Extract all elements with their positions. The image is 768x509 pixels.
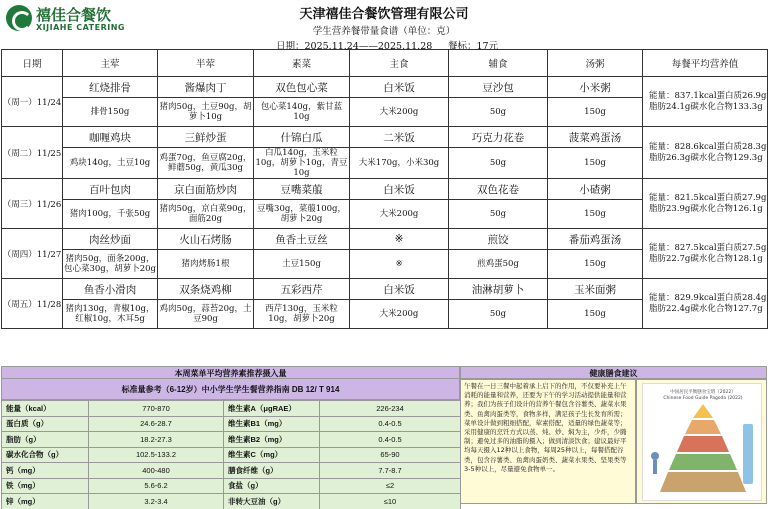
day-label: （周五）11/28 [2,279,63,329]
ingredients-staple: 大米200g [350,300,449,329]
standard-row [2,494,461,509]
ingredients-main-meat: 猪肉50g，面条200g，包心菜30g，胡萝卜20g [63,250,158,279]
menu-dish-row [2,127,768,148]
standard-reference-title: 标准量参考（6-12岁）中小学生学生餐营养指南 DB 12/ T 914 [1,379,460,400]
dish-staple: 白米饭 [350,279,449,300]
ingredients-main-meat: 鸡块140g，土豆10g [63,148,158,179]
day-label: （周四）11/27 [2,229,63,279]
ingredients-soup: 150g [548,148,643,179]
nutrition-value: 能量：828.6kcal蛋白质28.3g脂肪26.3g碳水化合物129.3g [643,127,768,179]
dish-staple: ※ [350,229,449,250]
standard-row [2,432,461,448]
nutrient-range: 102.5-133.2 [89,447,224,463]
dish-vegetable: 什锦白瓜 [254,127,350,148]
dish-staple: 白米饭 [350,179,449,200]
ingredients-main-meat: 猪肉130g，青椒10g，红椒10g，木耳5g [63,300,158,329]
menu-dish-row [2,77,768,98]
standard-row [2,478,461,494]
dish-soup: 菠菜鸡蛋汤 [548,127,643,148]
nutrient-standard-table [1,400,461,509]
dish-main-meat: 百叶包肉 [63,179,158,200]
ingredients-side: 50g [449,200,548,229]
ingredients-main-meat: 排骨150g [63,98,158,127]
nutrient-name: 铁（mg） [2,478,89,494]
header-half-meat: 半荤 [158,50,254,77]
dish-side: 双色花卷 [449,179,548,200]
dish-half-meat: 三鲜炒蛋 [158,127,254,148]
ingredients-half-meat: 鸡蛋70g，鱼豆腐20g，鲜蘑50g，黄瓜30g [158,148,254,179]
ingredients-vegetable: 土豆150g [254,250,350,279]
ingredients-main-meat: 猪肉100g，千张50g [63,200,158,229]
dish-side: 煎饺 [449,229,548,250]
nutrient-range: 18.2-27.3 [89,432,224,448]
dish-vegetable: 双色包心菜 [254,77,350,98]
header-soup: 汤粥 [548,50,643,77]
ingredients-soup: 150g [548,98,643,127]
ingredients-soup: 150g [548,200,643,229]
nutrient-name: 维生素B2（mg） [224,432,320,448]
food-pagoda-icon [643,384,763,502]
nutrient-name: 非转大豆油（g） [224,494,320,509]
nutrient-range: 0.4-0.5 [320,416,461,432]
dish-vegetable: 鱼香土豆丝 [254,229,350,250]
day-label: （周三）11/26 [2,179,63,229]
dish-half-meat: 双条烧鸡柳 [158,279,254,300]
nutrient-range: 24.6-28.7 [89,416,224,432]
nutrient-name: 膳食纤维（g） [224,463,320,479]
food-pagoda-panel [636,379,767,504]
food-pagoda-image [642,383,762,501]
dish-half-meat: 酱爆肉丁 [158,77,254,98]
logo-text-cn: 禧佳合餐饮 [36,6,112,24]
standard-row [2,463,461,479]
ingredients-vegetable: 白瓜140g，玉米粒10g，胡萝卜10g，青豆10g [255,148,348,178]
menu-dish-row [2,279,768,300]
ingredients-staple: 大米200g [350,200,449,229]
nutrient-name: 脂肪（g） [2,432,89,448]
nutrient-name: 维生素B1（mg） [224,416,320,432]
nutrient-range: 3.2-3.4 [89,494,224,509]
ingredients-staple: 大米170g，小米30g [350,148,449,179]
nutrient-name: 碳水化合物（g） [2,447,89,463]
nutrition-value: 能量：827.5kcal蛋白质27.5g脂肪22.7g碳水化合物128.1g [643,229,768,279]
nutrient-range: 226-234 [320,401,461,417]
dish-main-meat: 肉丝炒面 [63,229,158,250]
header-date: 日期 [2,50,63,77]
company-title: 天津禧佳合餐饮管理有限公司 [299,7,469,22]
day-label: （周一）11/24 [2,77,63,127]
header-side: 辅食 [449,50,548,77]
meal-price: 餐标：17元 [448,41,499,52]
ingredients-soup: 150g [548,300,643,329]
dish-soup: 玉米面粥 [548,279,643,300]
ingredients-side: 50g [449,148,548,179]
nutrient-name: 钙（mg） [2,463,89,479]
dish-soup: 番茄鸡蛋汤 [548,229,643,250]
dish-side: 油淋胡萝卜 [449,279,548,300]
dish-vegetable: 五彩西芹 [254,279,350,300]
ingredients-half-meat: 鸡肉50g，蒜苔20g，土豆90g [158,300,254,329]
header-main-meat: 主荤 [63,50,158,77]
nutrition-value: 能量：821.5kcal蛋白质27.9g脂肪23.9g碳水化合物126.1g [643,179,768,229]
nutrient-range: 7.7-8.7 [320,463,461,479]
header-staple: 主食 [350,50,449,77]
dish-soup: 小碴粥 [548,179,643,200]
dish-vegetable: 豆嘴菜菔 [254,179,350,200]
diet-advice-heading: 健康膳食建议 [460,366,767,379]
standard-row [2,447,461,463]
day-label: （周二）11/25 [2,127,63,179]
standard-row [2,401,461,417]
ingredients-half-meat: 猪肉50g，土豆90g，胡萝卜10g [158,98,254,127]
standard-row [2,416,461,432]
nutrient-range: 0.4-0.5 [320,432,461,448]
ingredients-staple: ※ [350,250,449,279]
weekly-menu-table [1,49,768,329]
ingredients-soup: 150g [548,250,643,279]
nutrient-range: 65-90 [320,447,461,463]
nutrient-range: 770-870 [89,401,224,417]
nutrient-name: 蛋白质（g） [2,416,89,432]
dish-main-meat: 鱼香小滑肉 [63,279,158,300]
dish-half-meat: 火山石烤肠 [158,229,254,250]
nutrient-name: 食盐（g） [224,478,320,494]
menu-subtitle: 学生营养餐带量食谱（单位：克） [312,26,456,37]
table-header-row [2,50,768,77]
nutrition-value: 能量：837.1kcal蛋白质26.9g脂肪24.1g碳水化合物133.3g [643,77,768,127]
ingredients-half-meat: 猪肉烤肠1根 [158,250,254,279]
nutrient-name: 维生素C（mg） [224,447,320,463]
dish-main-meat: 咖喱鸡块 [63,127,158,148]
dish-side: 豆沙包 [449,77,548,98]
ingredients-half-meat: 猪肉50g，京白菜90g，面筋20g [158,200,254,229]
nutrient-range: 400-480 [89,463,224,479]
dish-staple: 二米饭 [350,127,449,148]
diet-advice-text: 午餐在一日三餐中起着承上启下的作用，不仅要补充上午消耗的能量和营养，还要为下午的学习活动提供能量和营养；我们为孩子们设计的营养午餐包含谷薯类、蔬菜水果类、鱼禽肉蛋类等，食物多样，满足孩子生长发育所需；菜单设计做到粗细搭配，荤素搭配，适量的绿色蔬菜等；采用健康的烹饪方式以蒸、炖、炒、焖为主，少炸，少腌制；避免过多的油脂的摄入；做到清淡饮食；建议最好平均每天摄入12种以上食物，每周25种以上，每餐搭配谷类，包含谷薯类、鱼禽肉蛋奶类、蔬菜水果类、坚果类等3-5种以上，尽量避免食物单一。 [460,379,636,504]
dish-side: 巧克力花卷 [449,127,548,148]
header-nutrition: 每餐平均营养值 [643,50,768,77]
nutrient-range: ≤2 [320,478,461,494]
nutrient-range: 5.6-6.2 [89,478,224,494]
ingredients-side: 煎鸡蛋50g [449,250,548,279]
dish-main-meat: 红烧排骨 [63,77,158,98]
dish-staple: 白米饭 [350,77,449,98]
nutrient-name: 锌（mg） [2,494,89,509]
nutrient-name: 能量（kcal） [2,401,89,417]
header-vegetable: 素菜 [254,50,350,77]
nutrient-section-heading: 本周菜单平均营养素推荐摄入量 [1,366,460,379]
ingredients-side: 50g [449,300,548,329]
logo-text-en: XIJIAHE CATERING [36,23,125,32]
date-range: 日期：2025.11.24——2025.11.28 [276,41,433,52]
nutrition-value: 能量：829.9kcal蛋白质28.4g脂肪22.4g碳水化合物127.7g [643,279,768,329]
ingredients-vegetable: 豆嘴30g，菜菔100g，胡萝卜20g [254,200,350,229]
nutrient-name: 维生素A（μgRAE） [224,401,320,417]
ingredients-side: 50g [449,98,548,127]
nutrient-range: ≤10 [320,494,461,509]
ingredients-staple: 大米200g [350,98,449,127]
dish-half-meat: 京白面筋炒肉 [158,179,254,200]
ingredients-vegetable: 西芹130g，玉米粒10g，胡萝卜20g [254,300,350,329]
menu-dish-row [2,229,768,250]
food-pagoda-caption: 中国居民平衡膳食宝塔（2022） Chinese Food Guide Pagoda (2022) [663,390,743,401]
ingredients-vegetable: 包心菜140g，紫甘蓝10g [254,98,350,127]
dish-soup: 小米粥 [548,77,643,98]
menu-dish-row [2,179,768,200]
